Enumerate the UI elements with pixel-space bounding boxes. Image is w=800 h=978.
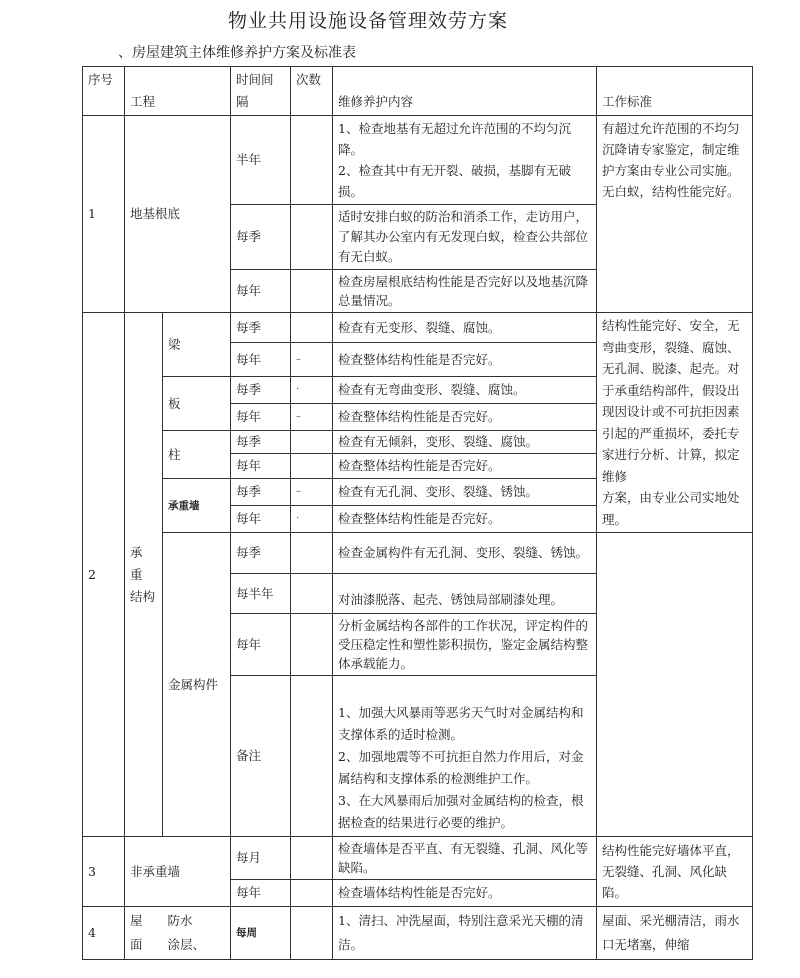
interval-cell: 每季 — [231, 431, 291, 454]
table-subtitle: 、房屋建筑主体维修养护方案及标准表 — [118, 45, 356, 61]
content-cell: 检查有无倾斜，变形、裂缝、腐蚀。 — [333, 431, 597, 454]
project-name: 承 重 结构 — [125, 313, 163, 837]
content-cell: 检查整体结构性能是否完好。 — [333, 343, 597, 377]
standard-cell: 有超过允许范围的不均匀沉降请专家鉴定，制定维护方案由专业公司实施。无白蚁，结构性能完好。 — [597, 116, 753, 313]
table-row — [83, 533, 753, 574]
content-cell: 检查整体结构性能是否完好。 — [333, 404, 597, 431]
header-no: 序号 — [83, 67, 125, 116]
table-row — [83, 907, 753, 960]
interval-cell: 每年 — [231, 270, 291, 313]
content-cell: 适时安排白蚁的防治和消杀工作，走访用户，了解其办公室内有无发现白蚁，检查公共部位有无白蚁。 — [333, 205, 597, 270]
table-row — [83, 837, 753, 880]
sub-item-ban: 板 — [163, 377, 231, 431]
count-mark: · — [291, 377, 333, 404]
standard-cell: 结构性能完好、安全，无弯曲变形，裂缝、腐蚀、无孔洞、脱漆、起壳。对于承重结构部件，假设出现因设计或不可抗拒因素引起的严重损坏，委托专家进行分析、计算，拟定维修 方案，由专业公司实地处理。 — [597, 313, 753, 533]
table-row — [83, 313, 753, 343]
interval-cell: 每季 — [231, 377, 291, 404]
count-mark: – — [291, 343, 333, 377]
header-interval: 时间间隔 — [231, 67, 291, 116]
content-cell: 对油漆脱落、起壳、锈蚀局部刷漆处理。 — [333, 574, 597, 614]
interval-cell: 每年 — [231, 404, 291, 431]
content-cell: 检查整体结构性能是否完好。 — [333, 506, 597, 533]
sub-item-bearing-wall: 承重墙 — [163, 479, 231, 533]
interval-cell: 每季 — [231, 205, 291, 270]
content-cell: 检查金属构件有无孔洞、变形、裂缝、锈蚀。 — [333, 533, 597, 574]
project-name: 屋 防水 面 涂层、 — [125, 907, 231, 960]
row-number: 3 — [83, 837, 125, 907]
count-cell — [291, 313, 333, 343]
content-cell: 1、清扫、冲洗屋面，特别注意采光天棚的清洁。 — [333, 907, 597, 960]
count-cell — [291, 574, 333, 614]
interval-cell: 每年 — [231, 880, 291, 907]
count-cell — [291, 533, 333, 574]
table-header-row — [83, 67, 753, 116]
interval-cell: 每月 — [231, 837, 291, 880]
interval-cell: 每年 — [231, 614, 291, 676]
interval-cell: 每半年 — [231, 574, 291, 614]
count-cell — [291, 614, 333, 676]
standard-cell: 结构性能完好墙体平直，无裂缝、孔洞、风化缺陷。 — [597, 837, 753, 907]
header-project: 工程 — [125, 67, 231, 116]
header-count: 次数 — [291, 67, 333, 116]
document-title: 物业共用设施设备管理效劳方案 — [228, 10, 509, 32]
content-cell: 检查房屋根底结构性能是否完好以及地基沉降总量情况。 — [333, 270, 597, 313]
count-cell — [291, 880, 333, 907]
row-number: 2 — [83, 313, 125, 837]
interval-cell: 半年 — [231, 116, 291, 205]
count-cell — [291, 907, 333, 960]
interval-cell: 每周 — [231, 907, 291, 960]
content-cell: 1、检查地基有无超过允许范围的不均匀沉降。 2、检查其中有无开裂、破损，基脚有无破损。 — [333, 116, 597, 205]
interval-cell: 备注 — [231, 676, 291, 837]
interval-cell: 每季 — [231, 533, 291, 574]
count-mark: – — [291, 479, 333, 506]
interval-cell: 每季 — [231, 479, 291, 506]
sub-item-metal: 金属构件 — [163, 533, 231, 837]
sub-item-zhu: 柱 — [163, 431, 231, 479]
count-mark: · — [291, 506, 333, 533]
content-cell: 检查有无弯曲变形、裂缝、腐蚀。 — [333, 377, 597, 404]
count-mark: – — [291, 404, 333, 431]
sub-item-liang: 梁 — [163, 313, 231, 377]
row-number: 4 — [83, 907, 125, 960]
count-cell — [291, 205, 333, 270]
content-cell: 1、加强大风暴雨等恶劣天气时对金属结构和支撑体系的适时检测。 2、加强地震等不可抗拒自然力作用后，对金属结构和支撑体系的检测维护工作。 3、在大风暴雨后加强对金属结构的检查，根据检查的结果进行必要的维护。 — [333, 676, 597, 837]
count-cell — [291, 116, 333, 205]
count-cell — [291, 837, 333, 880]
interval-cell: 每年 — [231, 506, 291, 533]
count-cell — [291, 431, 333, 454]
content-cell: 检查墙体结构性能是否完好。 — [333, 880, 597, 907]
table-row — [83, 116, 753, 205]
content-cell: 检查墙体是否平直、有无裂缝、孔洞、风化等缺陷。 — [333, 837, 597, 880]
maintenance-table — [82, 66, 753, 960]
header-content: 维修养护内容 — [333, 67, 597, 116]
standard-cell — [597, 533, 753, 837]
interval-cell: 每年 — [231, 343, 291, 377]
project-name: 非承重墙 — [125, 837, 231, 907]
content-cell: 检查整体结构性能是否完好。 — [333, 454, 597, 479]
content-cell: 分析金属结构各部件的工作状况，评定构件的受压稳定性和塑性影积损伤，鉴定金属结构整体承载能力。 — [333, 614, 597, 676]
interval-cell: 每年 — [231, 454, 291, 479]
row-number: 1 — [83, 116, 125, 313]
count-cell — [291, 454, 333, 479]
count-cell — [291, 676, 333, 837]
count-cell — [291, 270, 333, 313]
interval-cell: 每季 — [231, 313, 291, 343]
standard-cell: 屋面、采光棚清洁，雨水口无堵塞，伸缩 — [597, 907, 753, 960]
header-standard: 工作标准 — [597, 67, 753, 116]
content-cell: 检查有无孔洞、变形、裂缝、锈蚀。 — [333, 479, 597, 506]
project-name: 地基根底 — [125, 116, 231, 313]
content-cell: 检查有无变形、裂缝、腐蚀。 — [333, 313, 597, 343]
